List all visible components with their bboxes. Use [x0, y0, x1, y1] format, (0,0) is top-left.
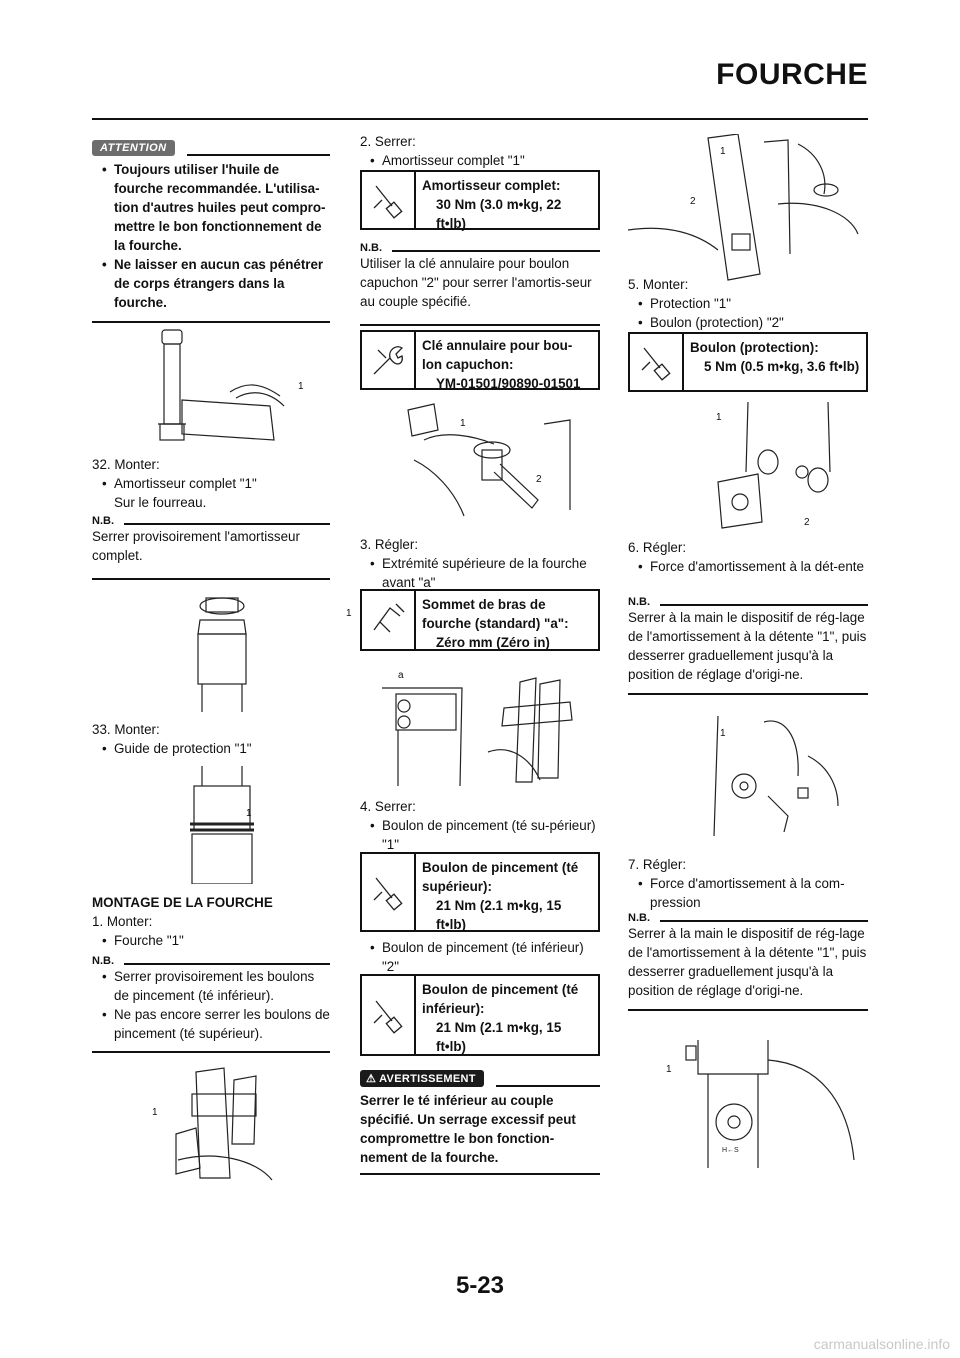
step-33: 33. Monter: • Guide de protection "1" — [92, 720, 330, 758]
fig-damper-tighten — [404, 400, 574, 518]
fig-damper-fitting — [150, 322, 290, 444]
torque-wrench-icon — [362, 854, 416, 930]
step-32: 32. Monter: • Amortisseur complet "1" Sur le fourreau. — [92, 455, 330, 512]
warning-badge: ⚠ AVERTISSEMENT — [360, 1070, 484, 1087]
attention-item: • Ne laisser en aucun cas pénétrer de corps étrangers dans la fourche. — [92, 255, 330, 312]
step-4: 4. Serrer: • Boulon de pincement (té su-périeur) "1" — [360, 797, 600, 854]
column-2: 2. Serrer: • Amortisseur complet "1" Amortisseur complet: 30 Nm (3.0 m•kg, 22 ft•lb) N.B. Utiliser la clé annulaire pour boulon capuchon "2" pour serrer l'amortis-seur au couple spécifié. Clé annulaire pour bou-lon capuchon: YM-01501/90890-01501 1 2 3. Régler: • Extrémité supérieure de la fourche avant "a" Sommet de bras de fourche (standard) "a": Zéro mm (Zéro in) a 4. Serrer: • Boulon de pincement (té su-périeur) "1" Boulon de pincement (té supérieur): 21 Nm (2.1 m•kg, 15 ft•lb) • Boulon de pincement (té inférieur) "2" Boulon de pincement (té inférieur): 21 Nm (2.1 m•kg, 15 ft•lb) ⚠ AVERTISSEMENT Serrer le té inférieur au couple spécifié. Un serrage excessif peut compromettre le bon fonction-nement de la fourche. — [360, 0, 600, 38]
header-rule — [92, 118, 868, 120]
section-title: MONTAGE DE LA FOURCHE — [92, 895, 273, 910]
spec-upper-clamp: Boulon de pincement (té supérieur): 21 Nm (2.1 m•kg, 15 ft•lb) — [360, 852, 600, 932]
page-number: 5-23 — [455, 1272, 505, 1299]
nb-4: N.B. Serrer à la main le dispositif de rég-lage de l'amortissement à la détente "1", puis desserrer graduellement jusqu'à la position de réglage d'origi-ne. — [628, 596, 868, 695]
step-3: 3. Régler: • Extrémité supérieure de la fourche avant "a" — [360, 535, 600, 592]
warning-block: ⚠ AVERTISSEMENT Serrer le té inférieur au couple spécifié. Un serrage excessif peut compromettre le bon fonction-nement de la fourche. — [360, 1070, 600, 1175]
attention-badge: ATTENTION — [92, 140, 175, 156]
fig-protection-install — [628, 134, 860, 282]
step-7: 7. Régler: • Force d'amortissement à la com-pression — [628, 855, 868, 912]
torque-wrench-icon — [630, 334, 684, 390]
spec-damper-torque: Amortisseur complet: 30 Nm (3.0 m•kg, 22 ft•lb) — [360, 170, 600, 230]
spec-fork-height: Sommet de bras de fourche (standard) "a": Zéro mm (Zéro in) — [360, 589, 600, 651]
attention-block — [92, 140, 330, 323]
nb-2: N.B. • Serrer provisoirement les boulons de pincement (té inférieur). • Ne pas encore serrer les boulons de pincement (té supérieur). — [92, 955, 330, 1053]
fig-rebound-adjust — [688, 716, 848, 836]
page-title: FOURCHE — [716, 58, 868, 91]
fig-fork-height — [370, 668, 600, 786]
fig-protection-guide — [174, 766, 324, 884]
wrench-tool-icon — [362, 332, 416, 388]
step-5: 5. Monter: • Protection "1" • Boulon (protection) "2" — [628, 275, 868, 332]
step-4-item-2: • Boulon de pincement (té inférieur) "2" — [360, 938, 600, 976]
callout-a: a — [398, 670, 404, 681]
adjuster-marking: H←S — [722, 1147, 739, 1154]
measure-square-icon — [362, 591, 416, 649]
nb-5: N.B. Serrer à la main le dispositif de rég-lage de l'amortissement à la détente "1", puis desserrer graduellement jusqu'à la position de réglage d'origi-ne. — [628, 912, 868, 1011]
fig-fork-install — [156, 1064, 306, 1182]
nb-3: N.B. Utiliser la clé annulaire pour boulon capuchon "2" pour serrer l'amortis-seur au couple spécifié. — [360, 242, 600, 326]
spec-lower-clamp: Boulon de pincement (té inférieur): 21 Nm (2.1 m•kg, 15 ft•lb) — [360, 974, 600, 1056]
spec-tool: Clé annulaire pour bou-lon capuchon: YM-01501/90890-01501 — [360, 330, 600, 390]
nb-1: N.B. Serrer provisoirement l'amortisseur complet. — [92, 515, 330, 580]
torque-wrench-icon — [362, 976, 416, 1054]
watermark: carmanualsonline.info — [813, 1336, 950, 1352]
step-6: 6. Régler: • Force d'amortissement à la dét-ente — [628, 538, 868, 576]
callout-1: 1 — [298, 381, 304, 392]
torque-wrench-icon — [362, 172, 416, 228]
spec-protection-bolt: Boulon (protection): 5 Nm (0.5 m•kg, 3.6 ft•lb) — [628, 332, 868, 392]
fig-rebound-adjuster — [698, 402, 858, 530]
attention-item: • Toujours utiliser l'huile de fourche recommandée. L'utilisa-tion d'autres huiles peut compro-mettre le bon fonctionnement de la fourche. — [92, 160, 330, 255]
fig-damper-top — [182, 594, 292, 712]
step-2: 2. Serrer: • Amortisseur complet "1" — [360, 132, 600, 170]
fig-compression-adjuster — [658, 1040, 868, 1168]
section-montage: MONTAGE DE LA FOURCHE 1. Monter: • Fourche "1" — [92, 893, 330, 950]
warning-triangle-icon: ⚠ — [366, 1073, 377, 1085]
callout-2: 2 — [536, 474, 542, 485]
